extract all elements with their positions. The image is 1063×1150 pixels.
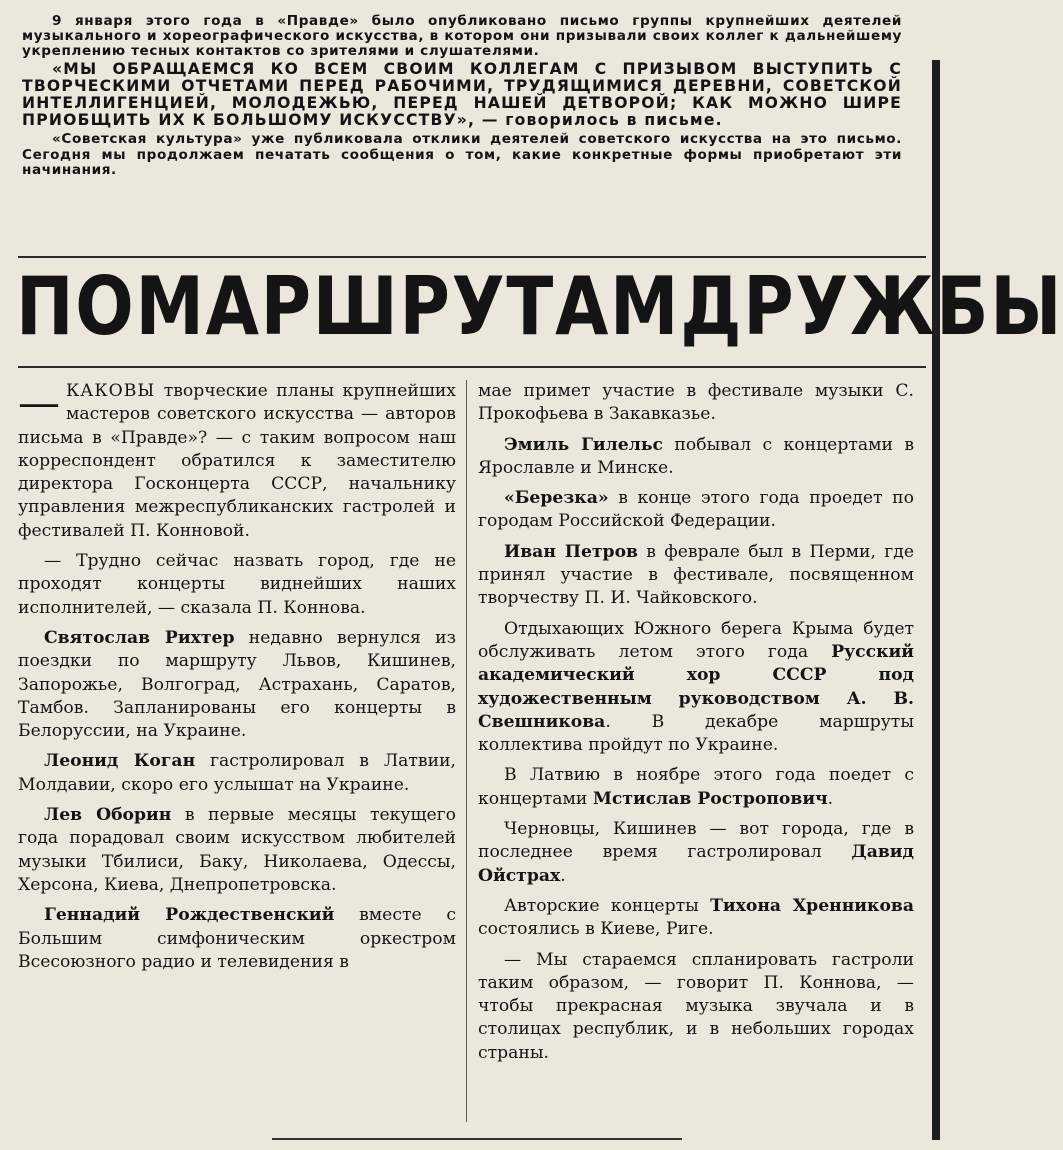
person-name: Геннадий Рождественский (44, 905, 335, 926)
lead-dash: — (18, 378, 60, 427)
paragraph-text: состоялись в Киеве, Риге. (478, 919, 714, 940)
paragraph-text: побывал с концертами в Ярославле и Минске. (478, 434, 914, 478)
intro-text: «Советская культура» уже публиковала отклики деятелей советского искусства на это письмо. Сегодня мы продолжаем печатать сообщения о том, какие конкретные формы приобретают эти начинания. (22, 131, 902, 178)
article-paragraph (478, 487, 914, 534)
article-paragraph (18, 750, 456, 797)
paragraph-text: . (827, 788, 834, 809)
intro-block (22, 14, 902, 179)
article-paragraph (478, 764, 914, 811)
paragraph-text: . (560, 865, 566, 886)
person-name: Иван Петров (504, 541, 638, 562)
article-paragraph (478, 895, 914, 942)
paragraph-text: гастролировал в Латвии, Молдавии, скоро его услышат на Украине. (18, 751, 456, 795)
article-paragraph (478, 434, 914, 481)
person-name: Мстислав Ростропович (592, 788, 828, 809)
intro-text: 9 января этого года в «Правде» было опубликовано письмо группы крупнейших деятелей музыкального и хореографического искусства, в котором они призывали своих коллег к дальнейшему укреплению тесных контактов со зрителями и слушателями. (22, 13, 902, 60)
article-column-right (478, 380, 914, 1072)
person-name: Эмиль Гилельс (504, 434, 663, 455)
page-edge-shadow (932, 60, 940, 1140)
ensemble-name: «Березка» (504, 488, 609, 509)
column-divider (466, 380, 467, 1122)
person-name: Тихона Хренникова (710, 895, 914, 916)
article-paragraph: — Трудно сейчас назвать город, где не проходят концерты виднейших наших исполнителей, — сказала П. Коннова. (18, 551, 456, 618)
person-name: Лев Оборин (44, 805, 172, 826)
headline (16, 260, 1063, 353)
paragraph-text: недавно вернулся из поездки по маршруту Львов, Кишинев, Запорожье, Волгоград, Астрахань, Саратов, Тамбов. Запланированы его концерты в Белоруссии, на Украине. (18, 627, 456, 742)
person-name: Леонид Коган (44, 751, 196, 772)
article-paragraph (478, 818, 914, 888)
person-name: Святослав Рихтер (44, 627, 235, 648)
paragraph-text: Отдыхающих Южного берега Крыма будет обслуживать летом этого года (478, 618, 914, 662)
person-name: Давид Ойстрах (478, 842, 914, 886)
intro-paragraph (22, 14, 902, 60)
article-column-left (18, 380, 456, 981)
article-paragraph (18, 904, 456, 974)
article-paragraph (18, 804, 456, 897)
headline-word: МАРШРУТАМ (135, 260, 681, 353)
paragraph-text: творческие планы крупнейших мастеров советского искусства — авторов письма в «Правде»? — с таким вопросом наш корреспондент обратился к заместителю директора Госконцерта СССР, начальнику управления межреспубликанских гастролей и фестивалей П. Конновой. (18, 381, 456, 541)
intro-paragraph (22, 132, 902, 178)
paragraph-text: в первые месяцы текущего года порадовал своим искусством любителей музыки Тбилиси, Баку, Николаева, Одессы, Херсона, Киева, Днепропетровска. (18, 805, 457, 895)
article-paragraph: мае примет участие в фестивале музыки С. Прокофьева в Закавказье. (478, 381, 914, 425)
ensemble-name: Русский академический хор СССР под художественным руководством А. В. Свешникова (478, 641, 914, 732)
paragraph-text: В Латвию в ноябре этого года поедет с концертами (478, 765, 914, 809)
top-rule (18, 256, 926, 258)
paragraph-text: . В декабре маршруты коллектива пройдут по Украине. (478, 711, 914, 756)
lead-caps: КАКОВЫ (66, 381, 156, 401)
article-paragraph (478, 618, 914, 758)
paragraph-text: в конце этого года проедет по городам Российской Федерации. (478, 488, 914, 532)
article-paragraph (18, 380, 456, 543)
headline-word: ПО (16, 260, 136, 353)
headline-rule (18, 366, 926, 368)
paragraph-text: вместе с Большим симфоническим оркестром Всесоюзного радио и телевидения в (18, 905, 456, 972)
paragraph-text: в феврале был в Перми, где принял участие в фестивале, посвященном творчеству П. И. Чайковского. (478, 541, 915, 609)
article-paragraph: — Мы стараемся спланировать гастроли таким образом, — говорит П. Коннова, — чтобы прекрасная музыка звучала и в столицах республик, и в небольших городах страны. (478, 949, 914, 1063)
paragraph-text: Черновцы, Кишинев — вот города, где в последнее время гастролировал (478, 819, 914, 863)
bottom-rule (272, 1138, 682, 1140)
article-paragraph (478, 541, 914, 611)
intro-quote-text: «МЫ ОБРАЩАЕМСЯ КО ВСЕМ СВОИМ КОЛЛЕГАМ С ПРИЗЫВОМ ВЫСТУПИТЬ С ТВОРЧЕСКИМИ ОТЧЕТАМИ ПЕРЕД РАБОЧИМИ, ТРУДЯЩИМИСЯ ДЕРЕВНИ, СОВЕТСКОЙ ИНТЕЛЛИГЕНЦИЕЙ, МОЛОДЕЖЬЮ, ПЕРЕД НАШЕЙ ДЕТВОРОЙ; КАК МОЖНО ШИРЕ ПРИОБЩИТЬ ИХ К БОЛЬШОМУ ИСКУССТВУ», — говорилось в письме. (22, 59, 902, 130)
headline-word: ДРУЖБЫ (680, 260, 1063, 353)
article-paragraph (18, 627, 456, 743)
paragraph-text: Авторские концерты (504, 895, 711, 916)
intro-quote (22, 61, 902, 130)
